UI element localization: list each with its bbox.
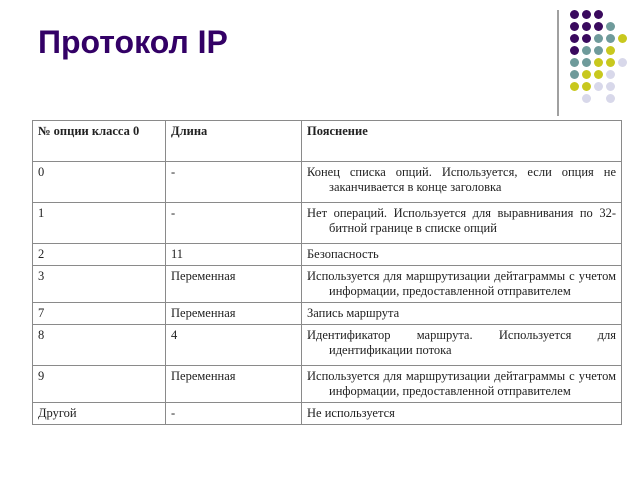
dot — [582, 70, 591, 79]
option-number: 7 — [33, 303, 166, 325]
header-option-number: № опции класса 0 — [33, 121, 166, 162]
slide-title: Протокол IP — [38, 24, 228, 60]
dot — [606, 94, 615, 103]
dot — [594, 70, 603, 79]
dot — [606, 58, 615, 67]
dot — [582, 34, 591, 43]
dot — [582, 94, 591, 103]
option-number: 3 — [33, 266, 166, 303]
dot — [618, 58, 627, 67]
option-length: 4 — [166, 325, 302, 366]
table-row — [33, 203, 622, 244]
option-length: - — [166, 203, 302, 244]
dot — [594, 34, 603, 43]
option-number: Другой — [33, 403, 166, 425]
table-row — [33, 266, 622, 303]
dot — [606, 82, 615, 91]
option-description: Безопасность — [307, 247, 379, 261]
dot — [570, 22, 579, 31]
option-description: Запись маршрута — [307, 306, 400, 320]
dot — [570, 34, 579, 43]
dot — [582, 22, 591, 31]
option-number: 0 — [33, 162, 166, 203]
dot — [606, 46, 615, 55]
table-header-row — [33, 121, 622, 162]
dot — [618, 34, 627, 43]
option-length: 11 — [166, 244, 302, 266]
dot — [606, 22, 615, 31]
dot — [606, 70, 615, 79]
option-length: Переменная — [166, 266, 302, 303]
dot — [582, 82, 591, 91]
dot — [570, 70, 579, 79]
table-row — [33, 366, 622, 403]
dot — [582, 58, 591, 67]
dot — [582, 46, 591, 55]
option-number: 1 — [33, 203, 166, 244]
option-length: - — [166, 162, 302, 203]
option-description: Идентификатор маршрута. Используется для идентификации потока — [307, 328, 616, 357]
table-row — [33, 403, 622, 425]
table-row — [33, 162, 622, 203]
option-description: Используется для маршрутизации дейтаграммы с учетом информации, предоставленной отправителем — [307, 369, 616, 398]
option-description: Используется для маршрутизации дейтаграммы с учетом информации, предоставленной отправителем — [307, 269, 616, 298]
table-row — [33, 244, 622, 266]
option-length: - — [166, 403, 302, 425]
decorative-divider — [557, 10, 559, 116]
ip-options-table — [32, 120, 622, 425]
dot — [594, 46, 603, 55]
dot — [582, 10, 591, 19]
dot — [570, 46, 579, 55]
dot — [606, 34, 615, 43]
header-length: Длина — [166, 121, 302, 162]
dot — [594, 22, 603, 31]
option-number: 2 — [33, 244, 166, 266]
option-length: Переменная — [166, 303, 302, 325]
dot — [570, 58, 579, 67]
dot — [594, 10, 603, 19]
dot — [570, 10, 579, 19]
option-number: 9 — [33, 366, 166, 403]
option-length: Переменная — [166, 366, 302, 403]
option-description: Не используется — [307, 406, 395, 420]
header-description: Пояснение — [302, 121, 622, 162]
option-description: Нет операций. Используется для выравнивания по 32-битной границе в списке опций — [307, 206, 616, 235]
option-description: Конец списка опций. Используется, если опция не заканчивается в конце заголовка — [307, 165, 616, 194]
option-number: 8 — [33, 325, 166, 366]
table-row — [33, 325, 622, 366]
dot — [594, 82, 603, 91]
table-row — [33, 303, 622, 325]
dot — [570, 82, 579, 91]
dot — [594, 58, 603, 67]
